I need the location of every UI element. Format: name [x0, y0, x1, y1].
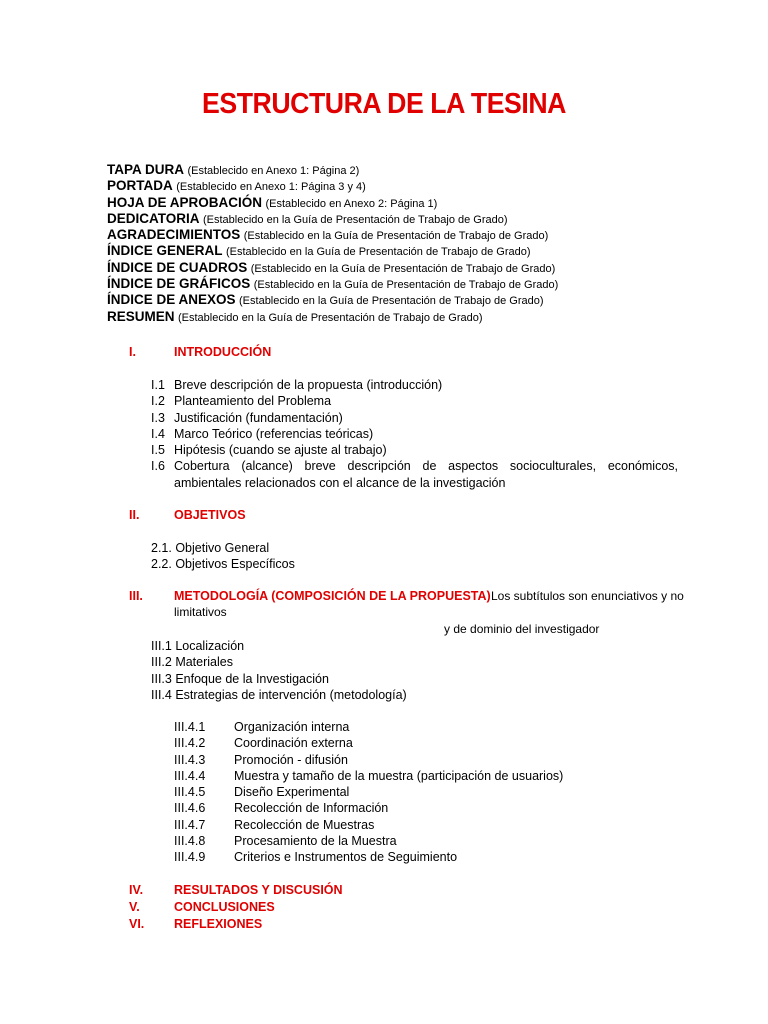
section-title: REFLEXIONES [174, 917, 263, 931]
front-matter-item [107, 309, 558, 325]
item-text: Marco Teórico (referencias teóricas) [174, 426, 374, 441]
item-number: III.4.4 [174, 768, 206, 783]
front-matter-note: (Establecido en la Guía de Presentación de Trabajo de Grado) [253, 279, 559, 292]
list-item: 2.1. Objetivo General [151, 541, 270, 555]
front-matter-item [107, 260, 558, 276]
front-matter-item [107, 178, 558, 194]
item-text: Criterios e Instrumentos de Seguimiento [234, 850, 458, 865]
front-matter-note: (Establecido en la Guía de Presentación de Trabajo de Grado) [226, 246, 531, 259]
front-matter-note: (Establecido en Anexo 2: Página 1) [265, 197, 438, 210]
section-note: Los subtítulos son enunciativos y no [491, 589, 684, 603]
list-item: 2.2. Objetivos Específicos [151, 557, 295, 572]
section-title: OBJETIVOS [174, 508, 246, 522]
item-number: III.4.8 [174, 834, 206, 849]
sublist-item [174, 784, 563, 800]
list-item: III.2 Materiales [151, 655, 233, 670]
front-matter-item [107, 292, 558, 308]
front-matter-item [107, 227, 558, 243]
section-title: CONCLUSIONES [174, 900, 275, 914]
front-matter-note: (Establecido en la Guía de Presentación de Trabajo de Grado) [178, 311, 483, 324]
front-matter-label: ÍNDICE DE ANEXOS [107, 292, 236, 308]
section-title: RESULTADOS Y DISCUSIÓN [174, 883, 343, 897]
front-matter-note: (Establecido en la Guía de Presentación de Trabajo de Grado) [203, 213, 508, 226]
section-number: V. [129, 900, 140, 914]
item-text: Muestra y tamaño de la muestra (participación de usuarios) [234, 768, 564, 783]
sublist-item [174, 800, 563, 816]
front-matter-label: TAPA DURA [107, 162, 184, 177]
front-matter-item [107, 211, 558, 227]
item-number: III.4.6 [174, 801, 206, 816]
front-matter-label: AGRADECIMIENTOS [107, 227, 241, 243]
front-matter-label: ÍNDICE DE GRÁFICOS [107, 276, 251, 292]
section-number: IV. [129, 883, 144, 897]
front-matter-label: HOJA DE APROBACIÓN [107, 194, 263, 210]
section-title: INTRODUCCIÓN [174, 345, 272, 359]
document-title: ESTRUCTURA DE LA TESINA [202, 88, 566, 120]
item-text: Recolección de Información [234, 801, 389, 816]
section-note: y de dominio del investigador [444, 622, 600, 636]
item-text: Planteamiento del Problema [174, 394, 332, 409]
front-matter-list [107, 162, 558, 325]
front-matter-item [107, 243, 558, 259]
front-matter-label: RESUMEN [107, 308, 175, 324]
section-number: I. [129, 345, 136, 359]
list-item [151, 393, 678, 409]
sublist-item [174, 849, 563, 865]
list-item [151, 410, 678, 426]
list-item [151, 458, 678, 490]
front-matter-note: (Establecido en Anexo 1: Página 3 y 4) [176, 181, 366, 194]
front-matter-label: DEDICATORIA [107, 210, 200, 226]
item-number: III.4.9 [174, 850, 206, 865]
front-matter-note: (Establecido en la Guía de Presentación de Trabajo de Grado) [243, 230, 549, 243]
item-text: Promoción - difusión [234, 752, 348, 767]
section-number: II. [129, 508, 140, 522]
front-matter-label: PORTADA [107, 178, 173, 194]
front-matter-label: ÍNDICE DE CUADROS [107, 259, 248, 275]
sublist-item [174, 833, 563, 849]
sublist-item [174, 752, 563, 768]
front-matter-note: (Establecido en la Guía de Presentación de Trabajo de Grado) [239, 295, 544, 308]
section-title: METODOLOGÍA (COMPOSICIÓN DE LA PROPUESTA) [174, 589, 491, 603]
objetivos-list [151, 540, 295, 573]
item-text: Organización interna [234, 720, 350, 734]
item-text: Recolección de Muestras [234, 817, 375, 832]
item-text: Diseño Experimental [234, 785, 350, 800]
sublist-item [174, 768, 563, 784]
sublist-item [174, 817, 563, 833]
front-matter-item [107, 276, 558, 292]
section-note: limitativos [174, 605, 227, 619]
sublist-item [174, 735, 563, 751]
item-number: III.4.2 [174, 736, 206, 751]
item-text: Coordinación externa [234, 736, 353, 751]
front-matter-note: (Establecido en la Guía de Presentación de Trabajo de Grado) [250, 262, 556, 275]
list-item [151, 426, 678, 442]
front-matter-item [107, 162, 558, 178]
item-number: I.2 [151, 394, 165, 409]
front-matter-note: (Establecido en Anexo 1: Página 2) [187, 165, 360, 177]
list-item [151, 442, 678, 458]
item-number: III.4.7 [174, 817, 206, 832]
sublist-item [174, 719, 563, 735]
front-matter-label: ÍNDICE GENERAL [107, 243, 223, 259]
item-text: Cobertura (alcance) breve descripción de aspectos socioculturales, económicos, ambientales relacionados con el alcance de la investigación [174, 459, 678, 490]
item-number: I.3 [151, 410, 165, 425]
metodologia-list [151, 638, 407, 703]
introduccion-list [151, 377, 678, 490]
front-matter-item [107, 195, 558, 211]
list-item [151, 377, 678, 393]
estrategias-sublist [174, 719, 563, 866]
list-item: III.1 Localización [151, 639, 245, 653]
section-number: III. [129, 589, 143, 603]
item-number: III.4.5 [174, 785, 206, 800]
list-item: III.4 Estrategias de intervención (metodología) [151, 687, 407, 702]
item-number: I.1 [151, 378, 165, 392]
section-number: VI. [129, 917, 145, 931]
item-text: Hipótesis (cuando se ajuste al trabajo) [174, 443, 387, 458]
list-item: III.3 Enfoque de la Investigación [151, 671, 329, 686]
item-number: III.4.1 [174, 720, 206, 734]
item-number: I.5 [151, 443, 165, 458]
item-text: Justificación (fundamentación) [174, 410, 343, 425]
item-text: Procesamiento de la Muestra [234, 834, 397, 849]
item-text: Breve descripción de la propuesta (introducción) [174, 378, 443, 392]
item-number: I.4 [151, 426, 165, 441]
item-number: I.6 [151, 459, 165, 474]
item-number: III.4.3 [174, 752, 206, 767]
